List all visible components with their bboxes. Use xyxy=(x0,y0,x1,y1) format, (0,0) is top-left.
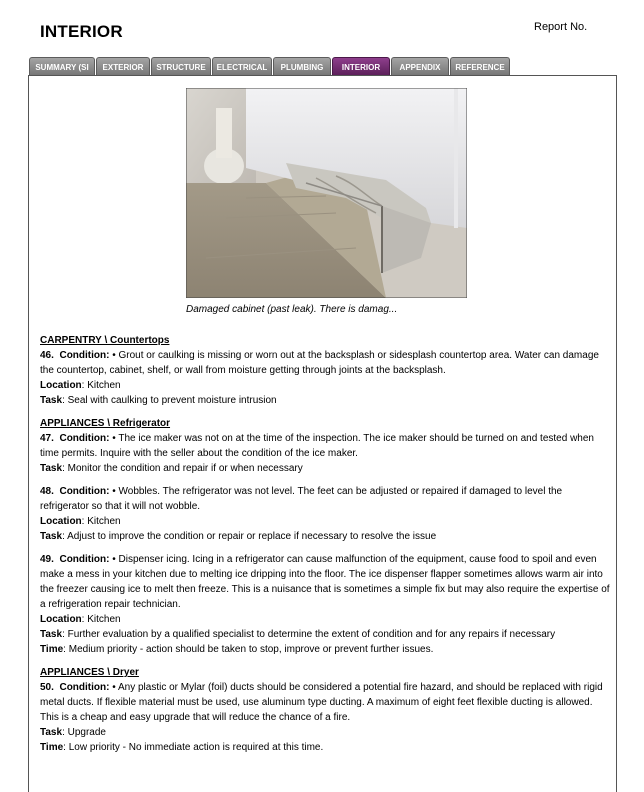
condition-line xyxy=(40,348,612,378)
location-text: Kitchen xyxy=(87,380,121,391)
task-label: Task xyxy=(40,395,63,406)
task-text: Seal with caulking to prevent moisture intrusion xyxy=(67,395,277,406)
location-label: Location xyxy=(40,380,82,391)
item-50 xyxy=(40,680,612,755)
condition-line xyxy=(40,431,612,461)
condition-text: • Any plastic or Mylar (foil) ducts should be considered a potential fire hazard, and should be replaced with rigid metal ducts. If flexible material must be used, use aluminum type ducting. A maximum of eight feet flexible ducting is allowed. This is a cheap and easy upgrade that will reduce the chance of a fire. xyxy=(40,682,603,723)
task-label: Task xyxy=(40,463,63,474)
tab-interior[interactable]: INTERIOR xyxy=(332,57,390,75)
condition-label: Condition: xyxy=(59,682,110,693)
tab-summary[interactable]: SUMMARY (SI xyxy=(29,57,95,75)
location-text: Kitchen xyxy=(87,614,121,625)
task-label: Task xyxy=(40,629,63,640)
condition-text: • Dispenser icing. Icing in a refrigerator can cause malfunction of the equipment, cause food to spoil and even make a mess in your kitchen due to melting ice dripping into the floor. The ice dispenser flapper sometimes allows warm air into the freezer causing ice to melt then freeze. This is a nuisance that is sometimes a simple fix but may also require the expertise of a refrigeration repair technician. xyxy=(40,554,610,610)
condition-label: Condition: xyxy=(59,486,110,497)
item-49 xyxy=(40,552,612,657)
tab-reference[interactable]: REFERENCE xyxy=(450,57,510,75)
task-text: Further evaluation by a qualified specialist to determine the extent of condition and for any repairs if necessary xyxy=(67,629,556,640)
location-label: Location xyxy=(40,516,82,527)
report-content xyxy=(40,333,612,763)
item-number: 49. xyxy=(40,554,54,565)
item-46 xyxy=(40,348,612,408)
condition-line xyxy=(40,552,612,612)
task-line: Task: Monitor the condition and repair if or when necessary xyxy=(40,463,303,474)
task-text: Upgrade xyxy=(67,727,106,738)
task-text: Monitor the condition and repair if or when necessary xyxy=(67,463,303,474)
time-label: Time xyxy=(40,742,64,753)
tab-appendix[interactable]: APPENDIX xyxy=(391,57,449,75)
condition-label: Condition: xyxy=(59,350,110,361)
time-line: Time: Low priority - No immediate action is required at this time. xyxy=(40,742,324,753)
condition-text: • The ice maker was not on at the time of the inspection. The ice maker should be turned on and tested when time permits. Inquire with the seller about the condition of the ice maker. xyxy=(40,433,594,459)
section-heading: APPLIANCES \ Refrigerator xyxy=(40,418,171,429)
condition-label: Condition: xyxy=(59,554,110,565)
page-title: INTERIOR xyxy=(40,22,123,41)
condition-line xyxy=(40,484,612,514)
section-heading: CARPENTRY \ Countertops xyxy=(40,335,170,346)
task-line: Task: Upgrade xyxy=(40,727,106,738)
section-tabs xyxy=(29,57,511,75)
task-label: Task xyxy=(40,727,63,738)
section-appliances-dryer xyxy=(40,665,612,755)
section-heading: APPLIANCES \ Dryer xyxy=(40,667,139,678)
section-carpentry-countertops xyxy=(40,333,612,408)
location-line: Location: Kitchen xyxy=(40,614,121,625)
tab-plumbing[interactable]: PLUMBING xyxy=(273,57,331,75)
time-label: Time xyxy=(40,644,64,655)
tab-structure[interactable]: STRUCTURE xyxy=(151,57,211,75)
damaged-cabinet-photo xyxy=(186,88,467,298)
section-appliances-refrigerator xyxy=(40,416,612,657)
tab-electrical[interactable]: ELECTRICAL xyxy=(212,57,272,75)
item-number: 46. xyxy=(40,350,54,361)
location-text: Kitchen xyxy=(87,516,121,527)
task-line: Task: Adjust to improve the condition or repair or replace if necessary to resolve the issue xyxy=(40,531,437,542)
task-line: Task: Seal with caulking to prevent moisture intrusion xyxy=(40,395,277,406)
time-text: Medium priority - action should be taken to stop, improve or prevent further issues. xyxy=(68,644,434,655)
task-label: Task xyxy=(40,531,63,542)
time-text: Low priority - No immediate action is required at this time. xyxy=(68,742,324,753)
item-number: 47. xyxy=(40,433,54,444)
location-label: Location xyxy=(40,614,82,625)
tab-exterior[interactable]: EXTERIOR xyxy=(96,57,150,75)
item-48 xyxy=(40,484,612,544)
location-line: Location: Kitchen xyxy=(40,516,121,527)
item-number: 48. xyxy=(40,486,54,497)
condition-text: • Grout or caulking is missing or worn out at the backsplash or sidesplash countertop area. Water can damage the countertop, cabinet, shelf, or wall from moisture getting through joints at the backsplash. xyxy=(40,350,599,376)
time-line: Time: Medium priority - action should be taken to stop, improve or prevent further issues. xyxy=(40,644,434,655)
task-line: Task: Further evaluation by a qualified specialist to determine the extent of condition and for any repairs if necessary xyxy=(40,629,556,640)
condition-line xyxy=(40,680,612,725)
item-number: 50. xyxy=(40,682,54,693)
task-text: Adjust to improve the condition or repair or replace if necessary to resolve the issue xyxy=(67,531,437,542)
condition-text: • Wobbles. The refrigerator was not level. The feet can be adjusted or repaired if damaged to level the refrigerator so that it will not wobble. xyxy=(40,486,563,512)
item-47 xyxy=(40,431,612,476)
report-number-label: Report No. xyxy=(534,21,588,33)
location-line: Location: Kitchen xyxy=(40,380,121,391)
condition-label: Condition: xyxy=(59,433,110,444)
photo-caption: Damaged cabinet (past leak). There is damag... xyxy=(186,304,398,315)
